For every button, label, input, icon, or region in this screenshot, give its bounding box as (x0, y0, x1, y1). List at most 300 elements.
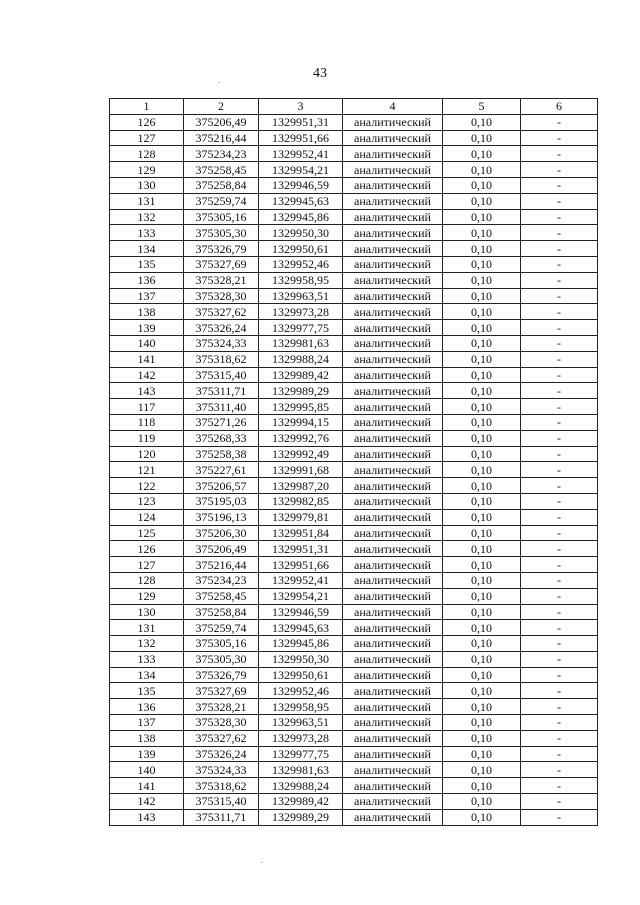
table-cell-col-1: 136 (110, 272, 184, 288)
table-cell-col-3: 1329995,85 (259, 399, 343, 415)
table-cell-col-4: аналитический (343, 683, 443, 699)
table-cell-col-1: 136 (110, 699, 184, 715)
table-cell-col-3: 1329979,81 (259, 509, 343, 525)
table-row (110, 541, 598, 557)
table-cell-col-6: - (521, 446, 598, 462)
table-cell-col-3: 1329952,41 (259, 146, 343, 162)
table-cell-col-4: аналитический (343, 557, 443, 573)
table-cell-col-6: - (521, 399, 598, 415)
table-cell-col-5: 0,10 (443, 383, 521, 399)
table-cell-col-3: 1329994,15 (259, 414, 343, 430)
table-cell-col-1: 132 (110, 636, 184, 652)
table-row (110, 225, 598, 241)
table-cell-col-2: 375268,33 (184, 430, 259, 446)
table-cell-col-5: 0,10 (443, 572, 521, 588)
table-cell-col-2: 375326,24 (184, 320, 259, 336)
table-cell-col-4: аналитический (343, 320, 443, 336)
table-row (110, 667, 598, 683)
table-cell-col-2: 375315,40 (184, 367, 259, 383)
table-cell-col-6: - (521, 288, 598, 304)
table-cell-col-6: - (521, 351, 598, 367)
table-cell-col-2: 375326,24 (184, 746, 259, 762)
table-cell-col-2: 375258,45 (184, 588, 259, 604)
table-cell-col-4: аналитический (343, 809, 443, 825)
table-row (110, 351, 598, 367)
table-cell-col-5: 0,10 (443, 762, 521, 778)
table-row (110, 746, 598, 762)
table-cell-col-1: 134 (110, 241, 184, 257)
table-row (110, 651, 598, 667)
table-cell-col-1: 140 (110, 335, 184, 351)
header-cell-4: 4 (343, 99, 443, 115)
header-cell-5: 5 (443, 99, 521, 115)
header-cell-3: 3 (259, 99, 343, 115)
table-cell-col-5: 0,10 (443, 446, 521, 462)
table-cell-col-5: 0,10 (443, 730, 521, 746)
table-cell-col-3: 1329973,28 (259, 730, 343, 746)
table-cell-col-3: 1329946,59 (259, 177, 343, 193)
page-number: 43 (313, 66, 327, 81)
table-cell-col-1: 124 (110, 509, 184, 525)
table-cell-col-5: 0,10 (443, 509, 521, 525)
table-cell-col-6: - (521, 114, 598, 130)
table-cell-col-4: аналитический (343, 746, 443, 762)
table-row (110, 383, 598, 399)
table-cell-col-3: 1329988,24 (259, 351, 343, 367)
table-cell-col-5: 0,10 (443, 272, 521, 288)
table-cell-col-2: 375326,79 (184, 241, 259, 257)
table-row (110, 462, 598, 478)
table-cell-col-1: 141 (110, 778, 184, 794)
table-row (110, 509, 598, 525)
table-cell-col-2: 375315,40 (184, 794, 259, 810)
table-cell-col-1: 141 (110, 351, 184, 367)
table-cell-col-1: 126 (110, 541, 184, 557)
table-cell-col-6: - (521, 130, 598, 146)
table-cell-col-6: - (521, 588, 598, 604)
table-cell-col-4: аналитический (343, 762, 443, 778)
table-cell-col-6: - (521, 572, 598, 588)
table-cell-col-6: - (521, 304, 598, 320)
table-row (110, 604, 598, 620)
table-cell-col-6: - (521, 478, 598, 494)
table-cell-col-4: аналитический (343, 288, 443, 304)
table-cell-col-4: аналитический (343, 509, 443, 525)
table-cell-col-2: 375324,33 (184, 335, 259, 351)
table-cell-col-2: 375305,16 (184, 209, 259, 225)
table-cell-col-3: 1329989,29 (259, 383, 343, 399)
table-cell-col-4: аналитический (343, 177, 443, 193)
table-cell-col-6: - (521, 636, 598, 652)
table-cell-col-2: 375206,49 (184, 114, 259, 130)
table-cell-col-5: 0,10 (443, 320, 521, 336)
table-row (110, 715, 598, 731)
table-cell-col-4: аналитический (343, 730, 443, 746)
table-cell-col-6: - (521, 430, 598, 446)
table-cell-col-5: 0,10 (443, 367, 521, 383)
table-cell-col-1: 132 (110, 209, 184, 225)
table-cell-col-3: 1329950,61 (259, 667, 343, 683)
table-cell-col-2: 375196,13 (184, 509, 259, 525)
table-row (110, 304, 598, 320)
table-row (110, 399, 598, 415)
scan-speck (261, 862, 263, 863)
table-cell-col-6: - (521, 367, 598, 383)
table-cell-col-4: аналитический (343, 478, 443, 494)
table-cell-col-5: 0,10 (443, 146, 521, 162)
table-cell-col-1: 135 (110, 683, 184, 699)
table-cell-col-5: 0,10 (443, 162, 521, 178)
table-cell-col-5: 0,10 (443, 462, 521, 478)
table-row (110, 572, 598, 588)
table-cell-col-6: - (521, 462, 598, 478)
table-cell-col-1: 142 (110, 794, 184, 810)
table-cell-col-1: 118 (110, 414, 184, 430)
table-cell-col-4: аналитический (343, 715, 443, 731)
table-cell-col-4: аналитический (343, 304, 443, 320)
table-cell-col-3: 1329989,42 (259, 794, 343, 810)
table-cell-col-5: 0,10 (443, 715, 521, 731)
table-cell-col-4: аналитический (343, 794, 443, 810)
table-cell-col-6: - (521, 414, 598, 430)
table-cell-col-1: 128 (110, 572, 184, 588)
table-row (110, 730, 598, 746)
table-cell-col-3: 1329954,21 (259, 588, 343, 604)
table-cell-col-1: 139 (110, 320, 184, 336)
table-cell-col-4: аналитический (343, 193, 443, 209)
table-cell-col-1: 138 (110, 730, 184, 746)
table-row (110, 588, 598, 604)
table-cell-col-6: - (521, 241, 598, 257)
table-cell-col-6: - (521, 209, 598, 225)
table-cell-col-1: 133 (110, 225, 184, 241)
table-cell-col-3: 1329992,49 (259, 446, 343, 462)
table-cell-col-2: 375258,45 (184, 162, 259, 178)
table-cell-col-4: аналитический (343, 241, 443, 257)
table-cell-col-3: 1329973,28 (259, 304, 343, 320)
table-row (110, 130, 598, 146)
table-cell-col-2: 375216,44 (184, 130, 259, 146)
table-body (110, 114, 598, 825)
table-cell-col-4: аналитический (343, 778, 443, 794)
table-cell-col-1: 131 (110, 193, 184, 209)
table-row (110, 636, 598, 652)
table-cell-col-6: - (521, 525, 598, 541)
table-cell-col-2: 375324,33 (184, 762, 259, 778)
table-cell-col-5: 0,10 (443, 177, 521, 193)
table-row (110, 193, 598, 209)
table-cell-col-2: 375305,30 (184, 225, 259, 241)
table-cell-col-5: 0,10 (443, 794, 521, 810)
table-cell-col-2: 375328,30 (184, 288, 259, 304)
table-cell-col-5: 0,10 (443, 636, 521, 652)
table-row (110, 699, 598, 715)
table-cell-col-2: 375328,21 (184, 699, 259, 715)
table-cell-col-5: 0,10 (443, 241, 521, 257)
table-cell-col-6: - (521, 715, 598, 731)
table-cell-col-5: 0,10 (443, 746, 521, 762)
table-cell-col-3: 1329992,76 (259, 430, 343, 446)
table-row (110, 493, 598, 509)
table-cell-col-1: 120 (110, 446, 184, 462)
table-cell-col-6: - (521, 162, 598, 178)
table-cell-col-5: 0,10 (443, 493, 521, 509)
table-cell-col-4: аналитический (343, 335, 443, 351)
table-cell-col-2: 375311,71 (184, 383, 259, 399)
header-cell-6: 6 (521, 99, 598, 115)
table-cell-col-6: - (521, 320, 598, 336)
table-cell-col-1: 138 (110, 304, 184, 320)
table-cell-col-5: 0,10 (443, 193, 521, 209)
table-cell-col-3: 1329989,29 (259, 809, 343, 825)
table-cell-col-6: - (521, 762, 598, 778)
table-cell-col-6: - (521, 699, 598, 715)
table-row (110, 446, 598, 462)
table-row (110, 272, 598, 288)
table-cell-col-6: - (521, 794, 598, 810)
table-cell-col-1: 123 (110, 493, 184, 509)
table-row (110, 478, 598, 494)
table-row (110, 320, 598, 336)
table-cell-col-3: 1329981,63 (259, 762, 343, 778)
table-cell-col-1: 131 (110, 620, 184, 636)
table-cell-col-2: 375258,84 (184, 604, 259, 620)
table-cell-col-6: - (521, 778, 598, 794)
table-cell-col-3: 1329951,31 (259, 114, 343, 130)
table-row (110, 557, 598, 573)
table-cell-col-5: 0,10 (443, 256, 521, 272)
table-cell-col-1: 137 (110, 288, 184, 304)
table-cell-col-2: 375328,30 (184, 715, 259, 731)
table-cell-col-3: 1329951,66 (259, 130, 343, 146)
table-cell-col-4: аналитический (343, 446, 443, 462)
table-cell-col-2: 375234,23 (184, 572, 259, 588)
table-row (110, 620, 598, 636)
table-cell-col-2: 375234,23 (184, 146, 259, 162)
table-cell-col-3: 1329950,61 (259, 241, 343, 257)
table-cell-col-6: - (521, 509, 598, 525)
table-cell-col-6: - (521, 225, 598, 241)
table-cell-col-6: - (521, 493, 598, 509)
table-row (110, 162, 598, 178)
table-cell-col-4: аналитический (343, 414, 443, 430)
table-cell-col-3: 1329981,63 (259, 335, 343, 351)
table-cell-col-5: 0,10 (443, 414, 521, 430)
table-cell-col-1: 125 (110, 525, 184, 541)
table-cell-col-5: 0,10 (443, 209, 521, 225)
table-cell-col-2: 375271,26 (184, 414, 259, 430)
table-cell-col-3: 1329977,75 (259, 320, 343, 336)
table-cell-col-3: 1329951,66 (259, 557, 343, 573)
table-cell-col-1: 140 (110, 762, 184, 778)
table-cell-col-6: - (521, 335, 598, 351)
table-cell-col-1: 129 (110, 162, 184, 178)
table-cell-col-2: 375305,30 (184, 651, 259, 667)
table-cell-col-1: 135 (110, 256, 184, 272)
coordinates-table (109, 98, 598, 826)
table-cell-col-1: 139 (110, 746, 184, 762)
table-cell-col-2: 375259,74 (184, 620, 259, 636)
table-cell-col-4: аналитический (343, 604, 443, 620)
table-cell-col-6: - (521, 272, 598, 288)
table-row (110, 794, 598, 810)
table-cell-col-6: - (521, 667, 598, 683)
table-cell-col-4: аналитический (343, 146, 443, 162)
table-cell-col-5: 0,10 (443, 304, 521, 320)
table-cell-col-1: 119 (110, 430, 184, 446)
table-cell-col-4: аналитический (343, 462, 443, 478)
table-cell-col-1: 130 (110, 604, 184, 620)
table-cell-col-6: - (521, 746, 598, 762)
table-cell-col-4: аналитический (343, 162, 443, 178)
table-cell-col-5: 0,10 (443, 478, 521, 494)
table-row (110, 256, 598, 272)
table-cell-col-4: аналитический (343, 209, 443, 225)
table-header-row (110, 99, 598, 115)
table-cell-col-5: 0,10 (443, 588, 521, 604)
table-cell-col-1: 134 (110, 667, 184, 683)
table-cell-col-3: 1329951,84 (259, 525, 343, 541)
table-cell-col-2: 375326,79 (184, 667, 259, 683)
table-cell-col-6: - (521, 256, 598, 272)
table-cell-col-1: 143 (110, 383, 184, 399)
table-cell-col-4: аналитический (343, 383, 443, 399)
header-cell-1: 1 (110, 99, 184, 115)
table-cell-col-3: 1329958,95 (259, 272, 343, 288)
table-row (110, 114, 598, 130)
table-cell-col-4: аналитический (343, 541, 443, 557)
table-cell-col-2: 375318,62 (184, 351, 259, 367)
table-cell-col-2: 375311,40 (184, 399, 259, 415)
table-cell-col-5: 0,10 (443, 525, 521, 541)
table-cell-col-6: - (521, 651, 598, 667)
table-cell-col-1: 122 (110, 478, 184, 494)
table-cell-col-3: 1329954,21 (259, 162, 343, 178)
table-cell-col-3: 1329946,59 (259, 604, 343, 620)
table-cell-col-6: - (521, 604, 598, 620)
table-cell-col-2: 375206,57 (184, 478, 259, 494)
table-cell-col-5: 0,10 (443, 130, 521, 146)
table-cell-col-2: 375258,38 (184, 446, 259, 462)
table-cell-col-4: аналитический (343, 667, 443, 683)
table-cell-col-4: аналитический (343, 636, 443, 652)
table-cell-col-4: аналитический (343, 525, 443, 541)
table-row (110, 177, 598, 193)
table-row (110, 367, 598, 383)
table-row (110, 241, 598, 257)
table-cell-col-2: 375258,84 (184, 177, 259, 193)
table-cell-col-6: - (521, 620, 598, 636)
table-row (110, 525, 598, 541)
table-cell-col-5: 0,10 (443, 399, 521, 415)
table-cell-col-3: 1329950,30 (259, 225, 343, 241)
table-cell-col-3: 1329977,75 (259, 746, 343, 762)
table-cell-col-5: 0,10 (443, 335, 521, 351)
table-cell-col-3: 1329988,24 (259, 778, 343, 794)
table-cell-col-4: аналитический (343, 430, 443, 446)
table-cell-col-1: 130 (110, 177, 184, 193)
table-cell-col-1: 133 (110, 651, 184, 667)
table-cell-col-2: 375216,44 (184, 557, 259, 573)
table-cell-col-6: - (521, 541, 598, 557)
table-cell-col-2: 375327,62 (184, 304, 259, 320)
table-row (110, 809, 598, 825)
table-cell-col-5: 0,10 (443, 683, 521, 699)
table-cell-col-3: 1329982,85 (259, 493, 343, 509)
table-cell-col-6: - (521, 730, 598, 746)
table-cell-col-1: 121 (110, 462, 184, 478)
table-row (110, 146, 598, 162)
table-cell-col-4: аналитический (343, 493, 443, 509)
table-cell-col-5: 0,10 (443, 351, 521, 367)
table-row (110, 335, 598, 351)
table-cell-col-4: аналитический (343, 620, 443, 636)
table-cell-col-3: 1329950,30 (259, 651, 343, 667)
table-cell-col-2: 375327,62 (184, 730, 259, 746)
table-cell-col-5: 0,10 (443, 430, 521, 446)
table-cell-col-1: 129 (110, 588, 184, 604)
table-cell-col-3: 1329987,20 (259, 478, 343, 494)
table-cell-col-3: 1329952,46 (259, 256, 343, 272)
table-cell-col-6: - (521, 177, 598, 193)
table-cell-col-4: аналитический (343, 114, 443, 130)
table-cell-col-2: 375195,03 (184, 493, 259, 509)
table-cell-col-4: аналитический (343, 256, 443, 272)
table-cell-col-2: 375327,69 (184, 683, 259, 699)
table-cell-col-5: 0,10 (443, 651, 521, 667)
table-cell-col-6: - (521, 557, 598, 573)
table-row (110, 762, 598, 778)
table-cell-col-1: 137 (110, 715, 184, 731)
table-cell-col-2: 375227,61 (184, 462, 259, 478)
table-cell-col-5: 0,10 (443, 699, 521, 715)
table-cell-col-3: 1329952,41 (259, 572, 343, 588)
table-cell-col-5: 0,10 (443, 809, 521, 825)
table-cell-col-6: - (521, 383, 598, 399)
table-cell-col-6: - (521, 683, 598, 699)
table-cell-col-3: 1329963,51 (259, 715, 343, 731)
scan-speck (218, 82, 220, 83)
table-cell-col-3: 1329952,46 (259, 683, 343, 699)
table-cell-col-3: 1329951,31 (259, 541, 343, 557)
table-row (110, 414, 598, 430)
table-cell-col-1: 143 (110, 809, 184, 825)
table-cell-col-3: 1329958,95 (259, 699, 343, 715)
table-cell-col-4: аналитический (343, 588, 443, 604)
table-cell-col-1: 128 (110, 146, 184, 162)
table-cell-col-4: аналитический (343, 367, 443, 383)
table-cell-col-5: 0,10 (443, 225, 521, 241)
table-cell-col-4: аналитический (343, 130, 443, 146)
table-cell-col-3: 1329989,42 (259, 367, 343, 383)
table-cell-col-2: 375327,69 (184, 256, 259, 272)
table-cell-col-4: аналитический (343, 272, 443, 288)
table-cell-col-6: - (521, 193, 598, 209)
table-cell-col-5: 0,10 (443, 620, 521, 636)
table-cell-col-2: 375305,16 (184, 636, 259, 652)
table-cell-col-2: 375259,74 (184, 193, 259, 209)
table-cell-col-6: - (521, 146, 598, 162)
table-cell-col-3: 1329945,86 (259, 209, 343, 225)
table-cell-col-3: 1329963,51 (259, 288, 343, 304)
table-cell-col-3: 1329991,68 (259, 462, 343, 478)
table-cell-col-5: 0,10 (443, 778, 521, 794)
header-cell-2: 2 (184, 99, 259, 115)
table-cell-col-5: 0,10 (443, 557, 521, 573)
table-row (110, 778, 598, 794)
table-cell-col-2: 375328,21 (184, 272, 259, 288)
table-cell-col-3: 1329945,63 (259, 193, 343, 209)
